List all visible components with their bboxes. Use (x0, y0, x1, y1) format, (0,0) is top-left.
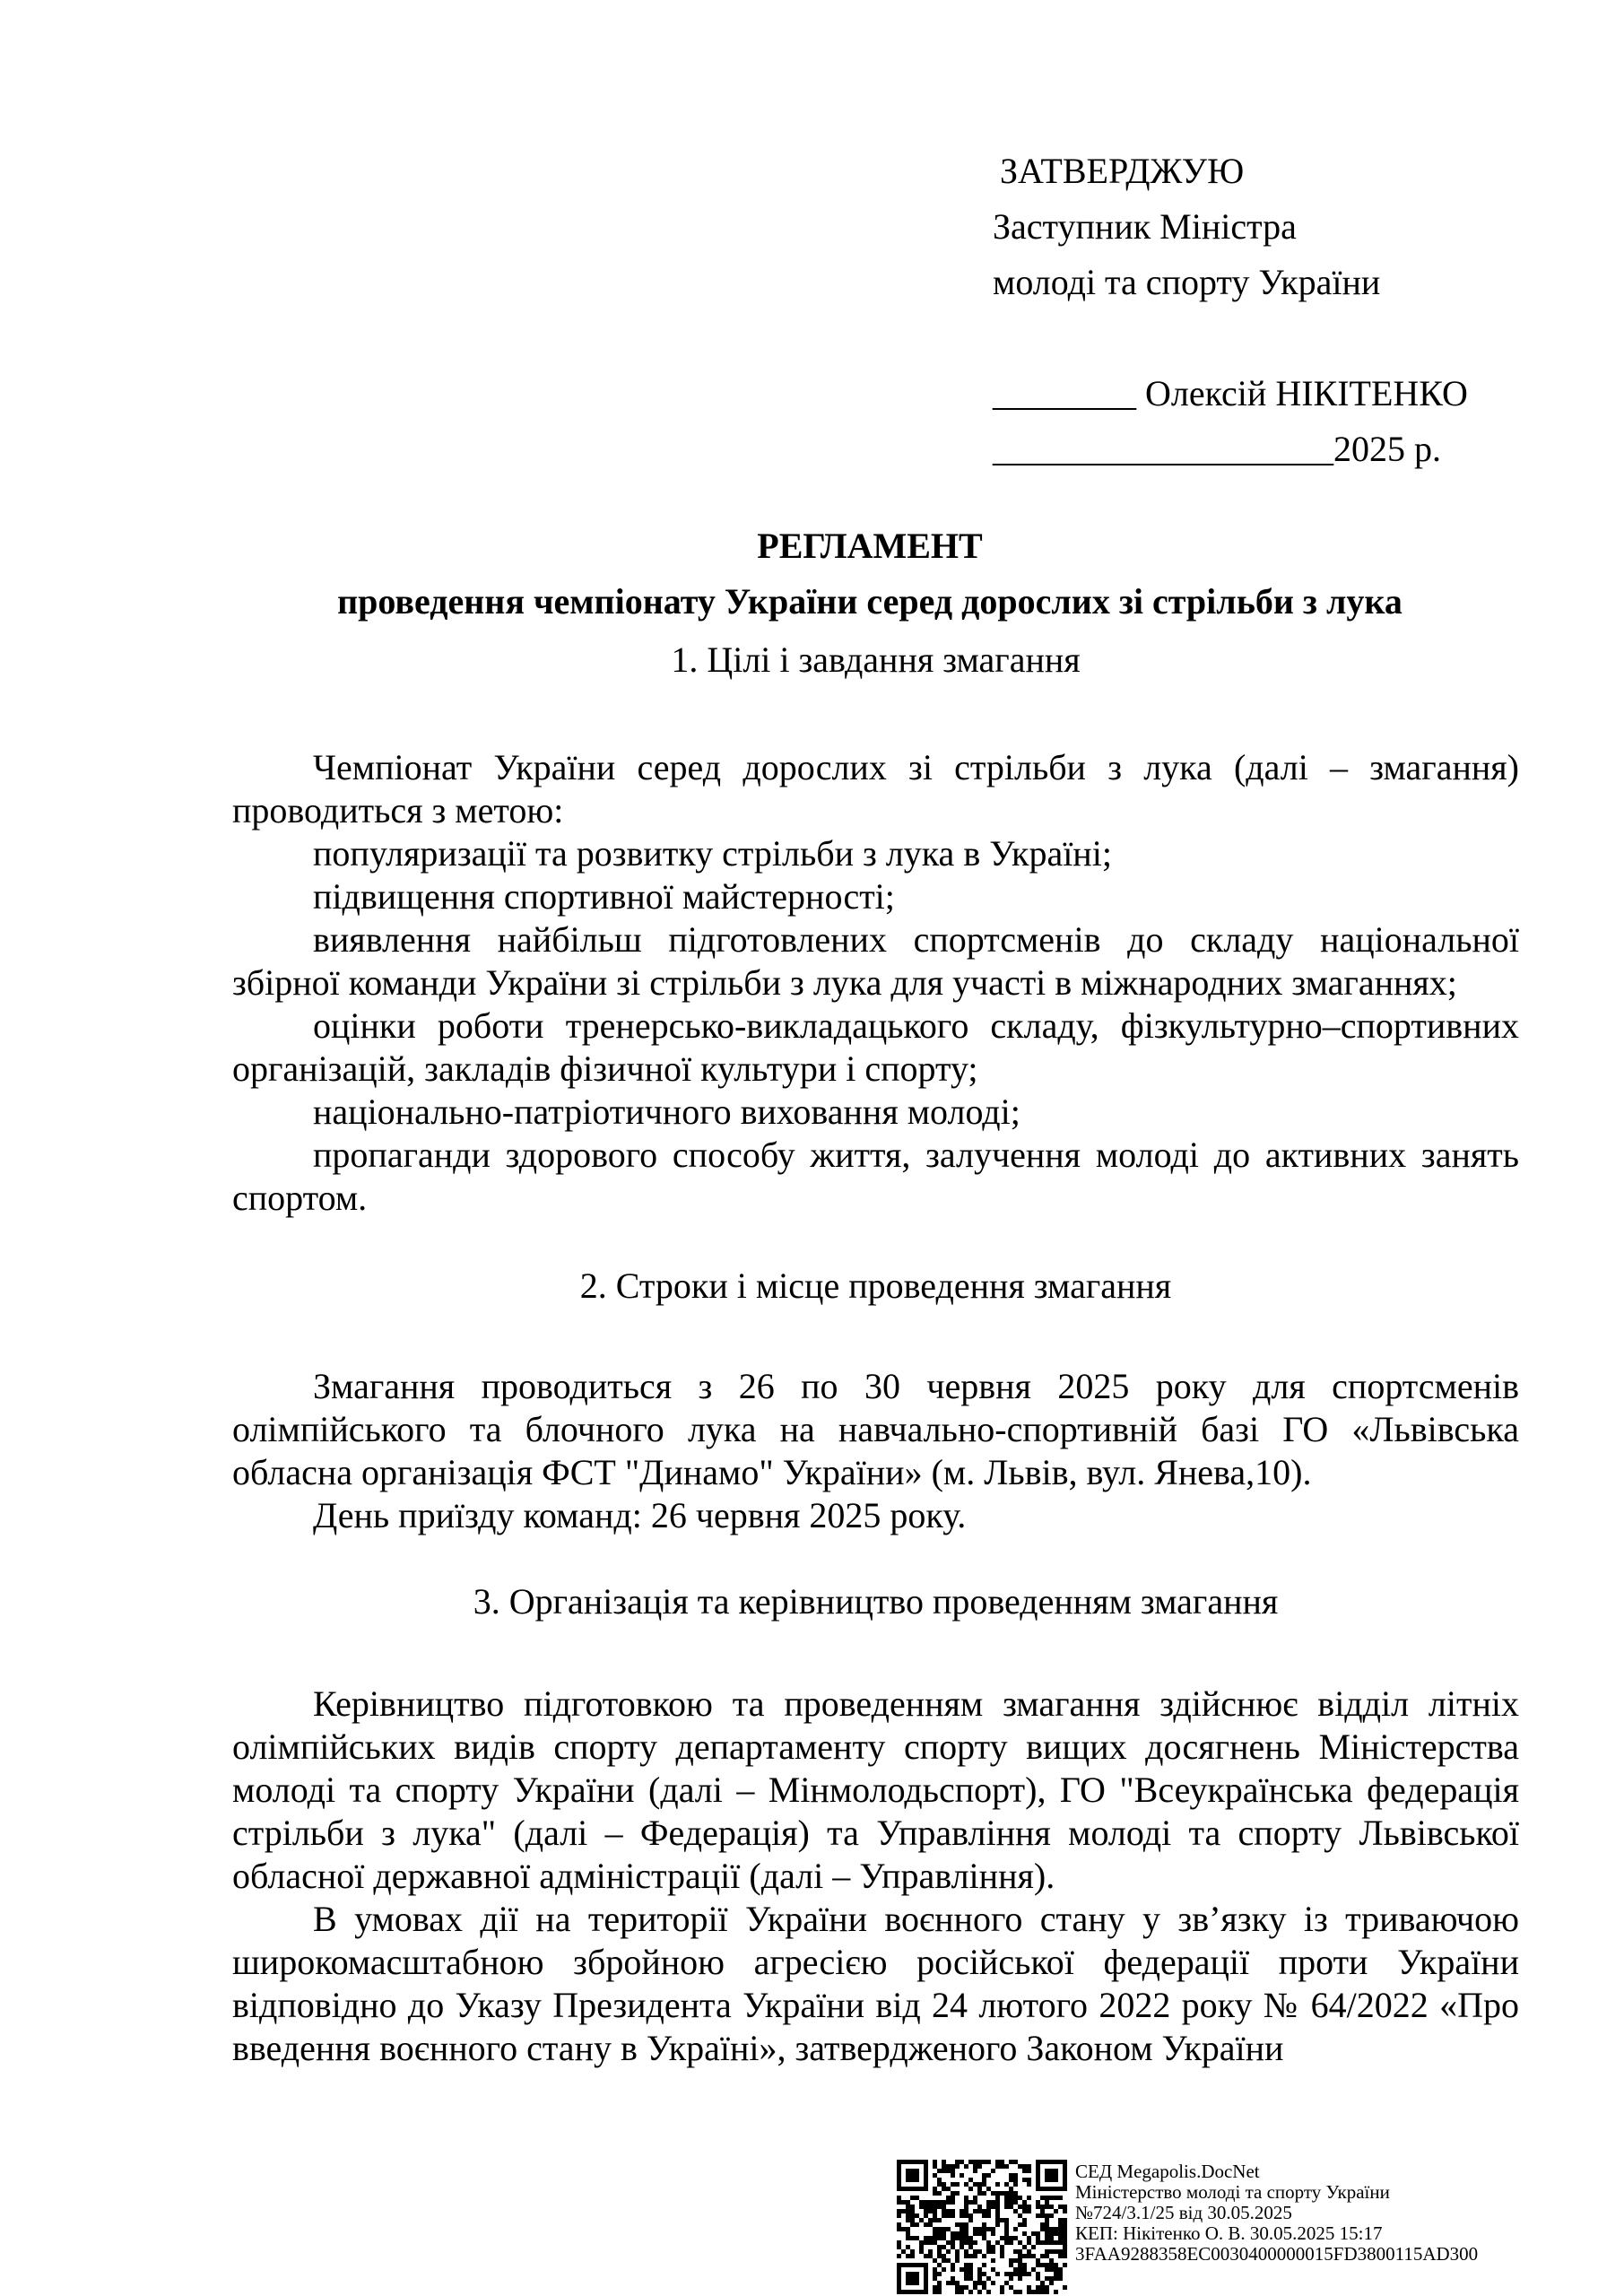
section-3-paragraph-1: Керівництво підготовкою та проведенням змагання здійснює відділ літніх олімпійських видів спорту департаменту спорту вищих досягнень Міністерства молоді та спорту України (далі – Мінмолодьспорт), ГО "Всеукраїнська федерація стрільби з лука" (далі – Федерація) та Управління молоді та спорту Львівської обласної державної адміністрації (далі – Управління). (232, 1683, 1519, 1896)
stamp-signer: КЕП: Нікітенко О. В. 30.05.2025 15:17 (1075, 2222, 1383, 2244)
arrival-day: День приїзду команд: 26 червня 2025 року. (313, 1495, 967, 1535)
title-subtitle: проведення чемпіонату України серед дорослих зі стрільби з лука (337, 581, 1403, 622)
approver-signature: ________ Олексій НІКІТЕНКО (993, 373, 1468, 413)
stamp-registration: №724/3.1/25 від 30.05.2025 (1075, 2202, 1292, 2223)
section-2-heading: 2. Строки і місце проведення змагання (579, 1265, 1172, 1306)
stamp-certificate: 3FAA9288358EC0030400000015FD3800115AD300 (1075, 2243, 1479, 2265)
section-2 (232, 1265, 1519, 1308)
section-2-paragraph: Змагання проводиться з 26 по 30 червня 2025 року для спортсменів олімпійського та блочного лука на навчально-спортивній базі ГО «Львівська обласна організація ФСТ "Динамо" України» (м. Львів, вул. Янева,10). (232, 1366, 1519, 1492)
section-1-intro: Чемпіонат України серед дорослих зі стрільби з лука (далі – змагання) проводиться з метою: (232, 747, 1519, 831)
goal-item: пропаганди здорового способу життя, залучення молоді до активних занять спортом. (232, 1135, 1519, 1218)
e-signature-stamp (1075, 2161, 1478, 2265)
section-1-heading: 1. Цілі і завдання змагання (671, 639, 1081, 680)
goal-item: національно-патріотичного виховання молоді; (313, 1091, 1020, 1132)
section-2-content (232, 1365, 1519, 1537)
goal-item: популяризації та розвитку стрільби з лука в Україні; (313, 833, 1112, 874)
goal-item: підвищення спортивної майстерності; (313, 876, 895, 917)
section-1-content (232, 746, 1519, 1220)
approver-ministry: молоді та спорту України (993, 262, 1381, 302)
approver-position: Заступник Міністра (993, 206, 1297, 247)
goal-item: оцінки роботи тренерсько-викладацького складу, фізкультурно–спортивних організацій, закладів фізичної культури і спорту; (232, 1005, 1519, 1089)
section-3 (232, 1580, 1519, 1623)
document-title (179, 518, 1560, 630)
approval-date: ___________________2025 р. (993, 429, 1441, 469)
qr-code-icon (897, 2160, 1067, 2296)
stamp-system: СЕД Megapolis.DocNet (1075, 2161, 1260, 2182)
goal-item: виявлення найбільш підготовлених спортсменів до складу національної збірної команди України зі стрільби з лука для участі в міжнародних змаганнях; (232, 919, 1519, 1003)
approval-heading: ЗАТВЕРДЖУЮ (1000, 151, 1245, 191)
title-main: РЕГЛАМЕНТ (757, 526, 983, 566)
stamp-organization: Міністерство молоді та спорту України (1075, 2181, 1390, 2203)
section-3-paragraph-2: В умовах дії на території України воєнного стану у зв’язку із триваючою широкомасштабною збройною агресією російської федерації проти України відповідно до Указу Президента України від 24 лютого 2022 року № 64/2022 «Про введення воєнного стану в Україні», затвердженого Законом України (232, 1899, 1519, 2068)
approval-block (993, 144, 1567, 477)
section-3-heading: 3. Організація та керівництво проведенням змагання (473, 1581, 1279, 1622)
section-1 (232, 639, 1519, 682)
section-3-content (232, 1683, 1519, 2070)
